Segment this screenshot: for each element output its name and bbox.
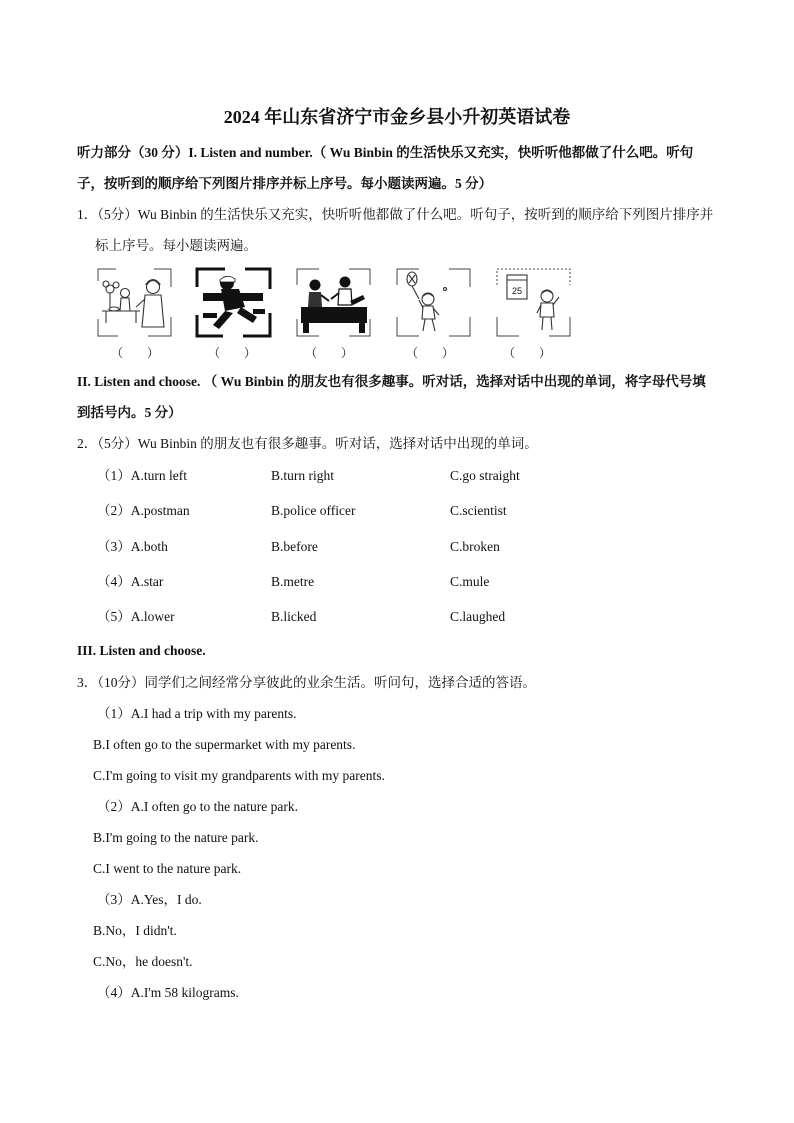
- option-c: C.mule: [450, 574, 490, 589]
- option-a: （4）A.star: [97, 574, 164, 589]
- option-a: （3）A.both: [97, 539, 168, 554]
- option-b: B.licked: [271, 609, 317, 624]
- option-a: A.I had a trip with my parents.: [130, 706, 297, 721]
- answer-blank-5: （ ）: [502, 346, 551, 360]
- section1-heading: 听力部分（30 分）I. Listen and number.（ Wu Binbin 的生活快乐又充实，快听听他都做了什么吧。听句子，按听到的顺序给下列图片排序并标上序号。每小题读两遍。5 分）: [77, 145, 694, 191]
- q2-option-row: [0, 532, 794, 562]
- picture-2-jumping-boy: [195, 267, 272, 338]
- picture-1-family-scene: [96, 267, 173, 338]
- option-c: C.scientist: [450, 503, 507, 518]
- option-b: B.I often go to the supermarket with my parents.: [93, 737, 356, 752]
- item-number: （3）: [97, 892, 131, 907]
- option-b: B.metre: [271, 574, 315, 589]
- question2-stem: 2．（5分）Wu Binbin 的朋友也有很多趣事。听对话，选择对话中出现的单词。: [77, 436, 538, 451]
- section2-heading: II. Listen and choose. （ Wu Binbin 的朋友也有很多趣事。听对话，选择对话中出现的单词，将字母代号填到括号内。5 分）: [77, 374, 706, 420]
- section3-heading: III. Listen and choose.: [77, 643, 206, 658]
- option-c: C.broken: [450, 539, 500, 554]
- answer-blank-2: （ ）: [207, 346, 256, 360]
- option-b: B.before: [271, 539, 318, 554]
- option-c: C.laughed: [450, 609, 506, 624]
- q3-option-line: [93, 884, 713, 915]
- q3-option-line: [93, 791, 713, 822]
- item-number: （1）: [97, 706, 131, 721]
- option-a: （2）A.postman: [97, 503, 190, 518]
- picture-3-children-on-bench: [295, 267, 372, 338]
- option-b: B.No，I didn't.: [93, 923, 177, 938]
- option-a: A.Yes，I do.: [130, 892, 202, 907]
- answer-blank-1: （ ）: [110, 346, 159, 360]
- question1-stem: 1．（5分）Wu Binbin 的生活快乐又充实，快听听他都做了什么吧。听句子，按听到的顺序给下列图片排序并标上序号。每小题读两遍。: [77, 207, 714, 253]
- option-a: A.I often go to the nature park.: [130, 799, 298, 814]
- exam-title: 2024 年山东省济宁市金乡县小升初英语试卷: [223, 107, 571, 127]
- option-c: C.go straight: [450, 468, 520, 483]
- q3-option-line: [93, 977, 713, 1008]
- option-c: C.I'm going to visit my grandparents with my parents.: [93, 768, 385, 783]
- option-c: C.No，he doesn't.: [93, 954, 193, 969]
- item-number: （4）: [97, 985, 131, 1000]
- q2-option-row: [0, 567, 794, 597]
- item-number: （2）: [97, 799, 131, 814]
- option-a: A.I'm 58 kilograms.: [130, 985, 239, 1000]
- question3-stem: 3．（10分）同学们之间经常分享彼此的业余生活。听问句，选择合适的答语。: [77, 675, 536, 690]
- option-c: C.I went to the nature park.: [93, 861, 242, 876]
- answer-blank-3: （ ）: [304, 346, 353, 360]
- option-b: B.turn right: [271, 468, 334, 483]
- q3-option-line: [93, 698, 713, 729]
- q2-option-row: [0, 496, 794, 526]
- option-a: （1）A.turn left: [97, 468, 187, 483]
- answer-blank-4: （ ）: [405, 346, 454, 360]
- option-b: B.I'm going to the nature park.: [93, 830, 259, 845]
- picture-5-calendar-boy: [495, 267, 572, 338]
- question3-options: [93, 698, 713, 1008]
- picture-4-badminton-boy: [395, 267, 472, 338]
- option-b: B.police officer: [271, 503, 356, 518]
- q2-option-row: [0, 602, 794, 632]
- calendar-number: 25: [511, 286, 523, 296]
- option-a: （5）A.lower: [97, 609, 175, 624]
- q2-option-row: [0, 461, 794, 491]
